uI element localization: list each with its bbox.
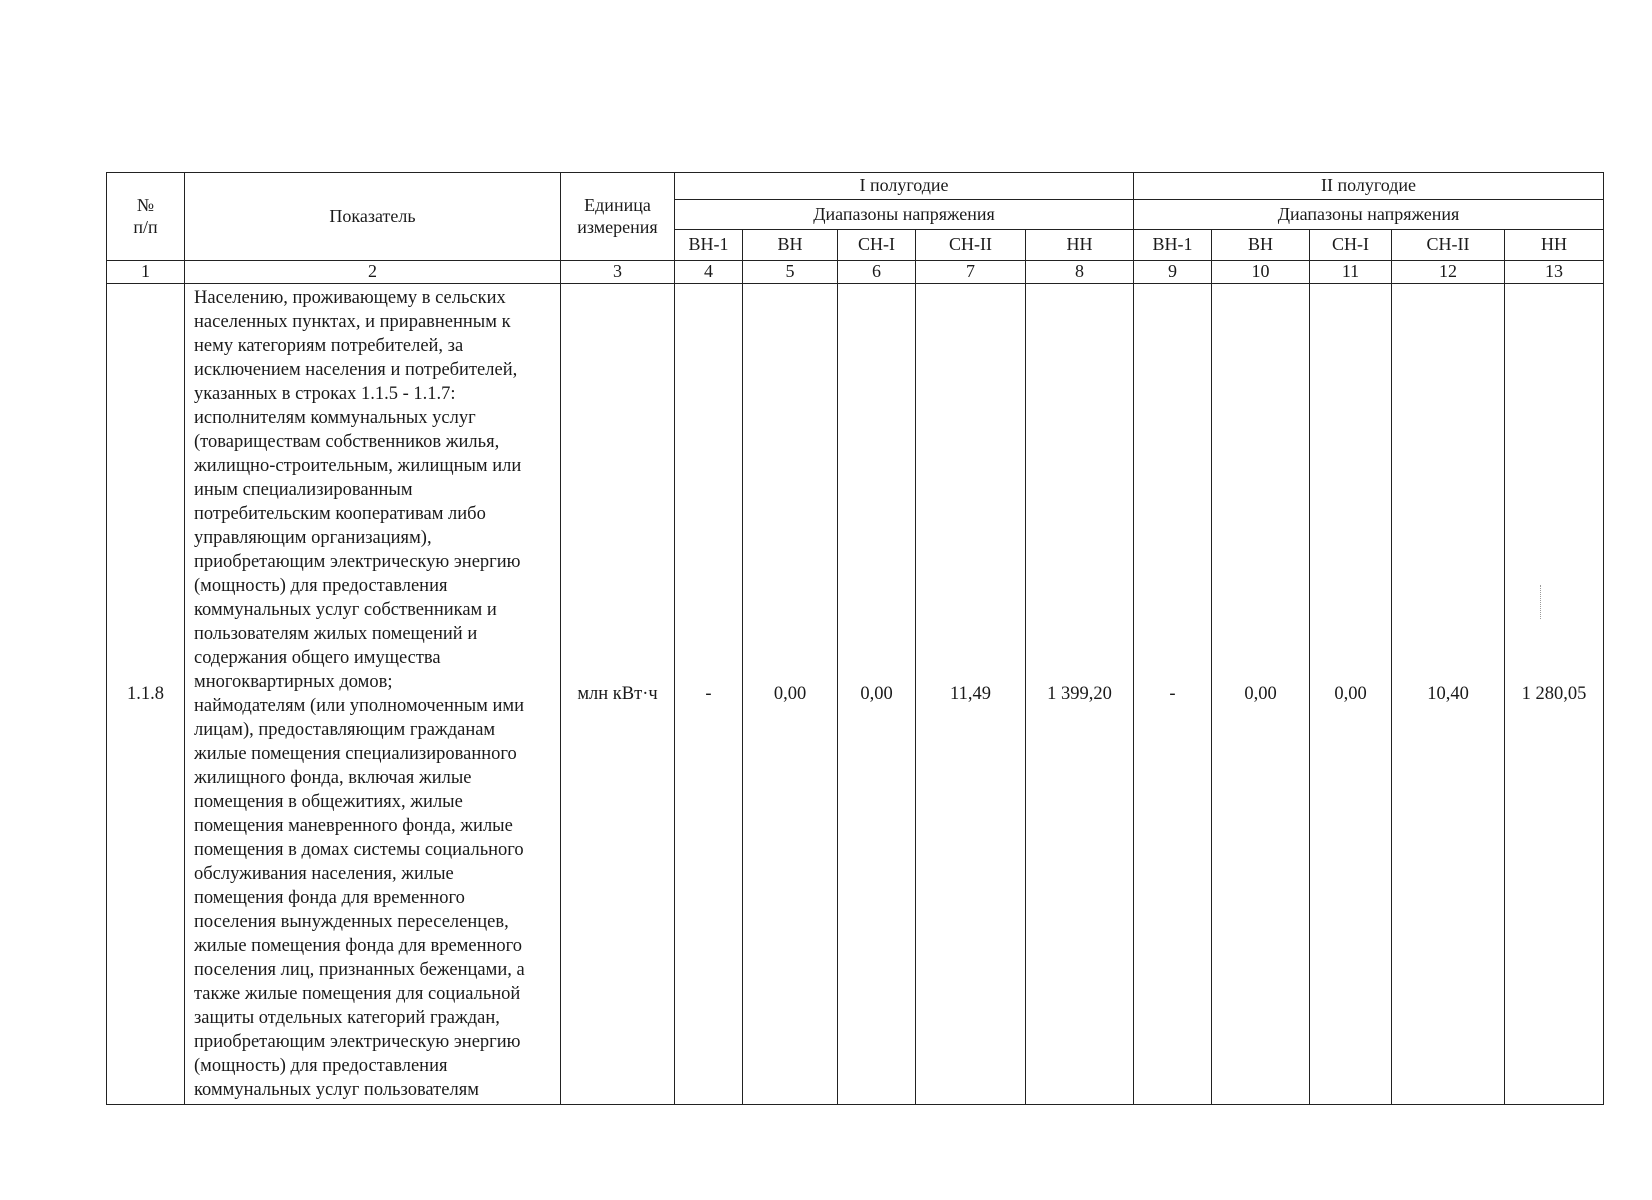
column-number-cell: 1 [107, 261, 185, 284]
value-cell: - [675, 284, 743, 1105]
value-cell: - [1134, 284, 1212, 1105]
value-cell: 0,00 [1310, 284, 1392, 1105]
column-number-cell: 8 [1026, 261, 1134, 284]
column-number-cell: 12 [1392, 261, 1505, 284]
header-half-2: II полугодие [1134, 173, 1604, 200]
header-voltage-cell: ВН [743, 230, 838, 261]
scan-speck [1540, 585, 1543, 619]
column-number-cell: 2 [185, 261, 561, 284]
table-row [107, 284, 1604, 1105]
column-number-row [107, 261, 1604, 284]
header-num: № п/п [107, 173, 185, 261]
value-cell: 0,00 [838, 284, 916, 1105]
column-number-cell: 13 [1505, 261, 1604, 284]
column-number-cell: 9 [1134, 261, 1212, 284]
header-row-periods [107, 173, 1604, 200]
value-cell: 1 280,05 [1505, 284, 1604, 1105]
header-voltage-cell: НН [1505, 230, 1604, 261]
header-indicator: Показатель [185, 173, 561, 261]
data-table [106, 172, 1604, 1105]
header-voltage-cell: СН-II [1392, 230, 1505, 261]
value-cell: 0,00 [1212, 284, 1310, 1105]
value-cell: 10,40 [1392, 284, 1505, 1105]
header-ranges-2: Диапазоны напряжения [1134, 200, 1604, 230]
header-ranges-1: Диапазоны напряжения [675, 200, 1134, 230]
header-voltage-cell: СН-II [916, 230, 1026, 261]
row-number-cell: 1.1.8 [107, 284, 185, 1105]
header-voltage-cell: ВН [1212, 230, 1310, 261]
column-number-cell: 7 [916, 261, 1026, 284]
indicator-cell: Населению, проживающему в сельских населенных пунктах, и приравненным к нему категориям потребителей, за исключением населения и потребителей, указанных в строках 1.1.5 - 1.1.7: исполнителям коммунальных услуг (товариществам собственников жилья, жилищно-строительным, жилищным или иным специализированным потребительским кооперативам либо управляющим организациям), приобретающим электрическую энергию (мощность) для предоставления коммунальных услуг собственникам и пользователям жилых помещений и содержания общего имущества многоквартирных домов; наймодателям (или уполномоченным ими лицам), предоставляющим гражданам жилые помещения специализированного жилищного фонда, включая жилые помещения в общежитиях, жилые помещения маневренного фонда, жилые помещения в домах системы социального обслуживания населения, жилые помещения фонда для временного поселения вынужденных переселенцев, жилые помещения фонда для временного поселения лиц, признанных беженцами, а также жилые помещения для социальной защиты отдельных категорий граждан, приобретающим электрическую энергию (мощность) для предоставления коммунальных услуг пользователям [185, 284, 561, 1105]
header-voltage-cell: ВН-1 [675, 230, 743, 261]
column-number-cell: 3 [561, 261, 675, 284]
unit-cell: млн кВт·ч [561, 284, 675, 1105]
header-unit: Единица измерения [561, 173, 675, 261]
header-voltage-cell: СН-I [1310, 230, 1392, 261]
value-cell: 0,00 [743, 284, 838, 1105]
header-voltage-cell: СН-I [838, 230, 916, 261]
header-voltage-cell: НН [1026, 230, 1134, 261]
column-number-cell: 10 [1212, 261, 1310, 284]
column-number-cell: 11 [1310, 261, 1392, 284]
header-voltage-cell: ВН-1 [1134, 230, 1212, 261]
column-number-cell: 5 [743, 261, 838, 284]
header-half-1: I полугодие [675, 173, 1134, 200]
column-number-cell: 4 [675, 261, 743, 284]
column-number-cell: 6 [838, 261, 916, 284]
value-cell: 11,49 [916, 284, 1026, 1105]
value-cell: 1 399,20 [1026, 284, 1134, 1105]
